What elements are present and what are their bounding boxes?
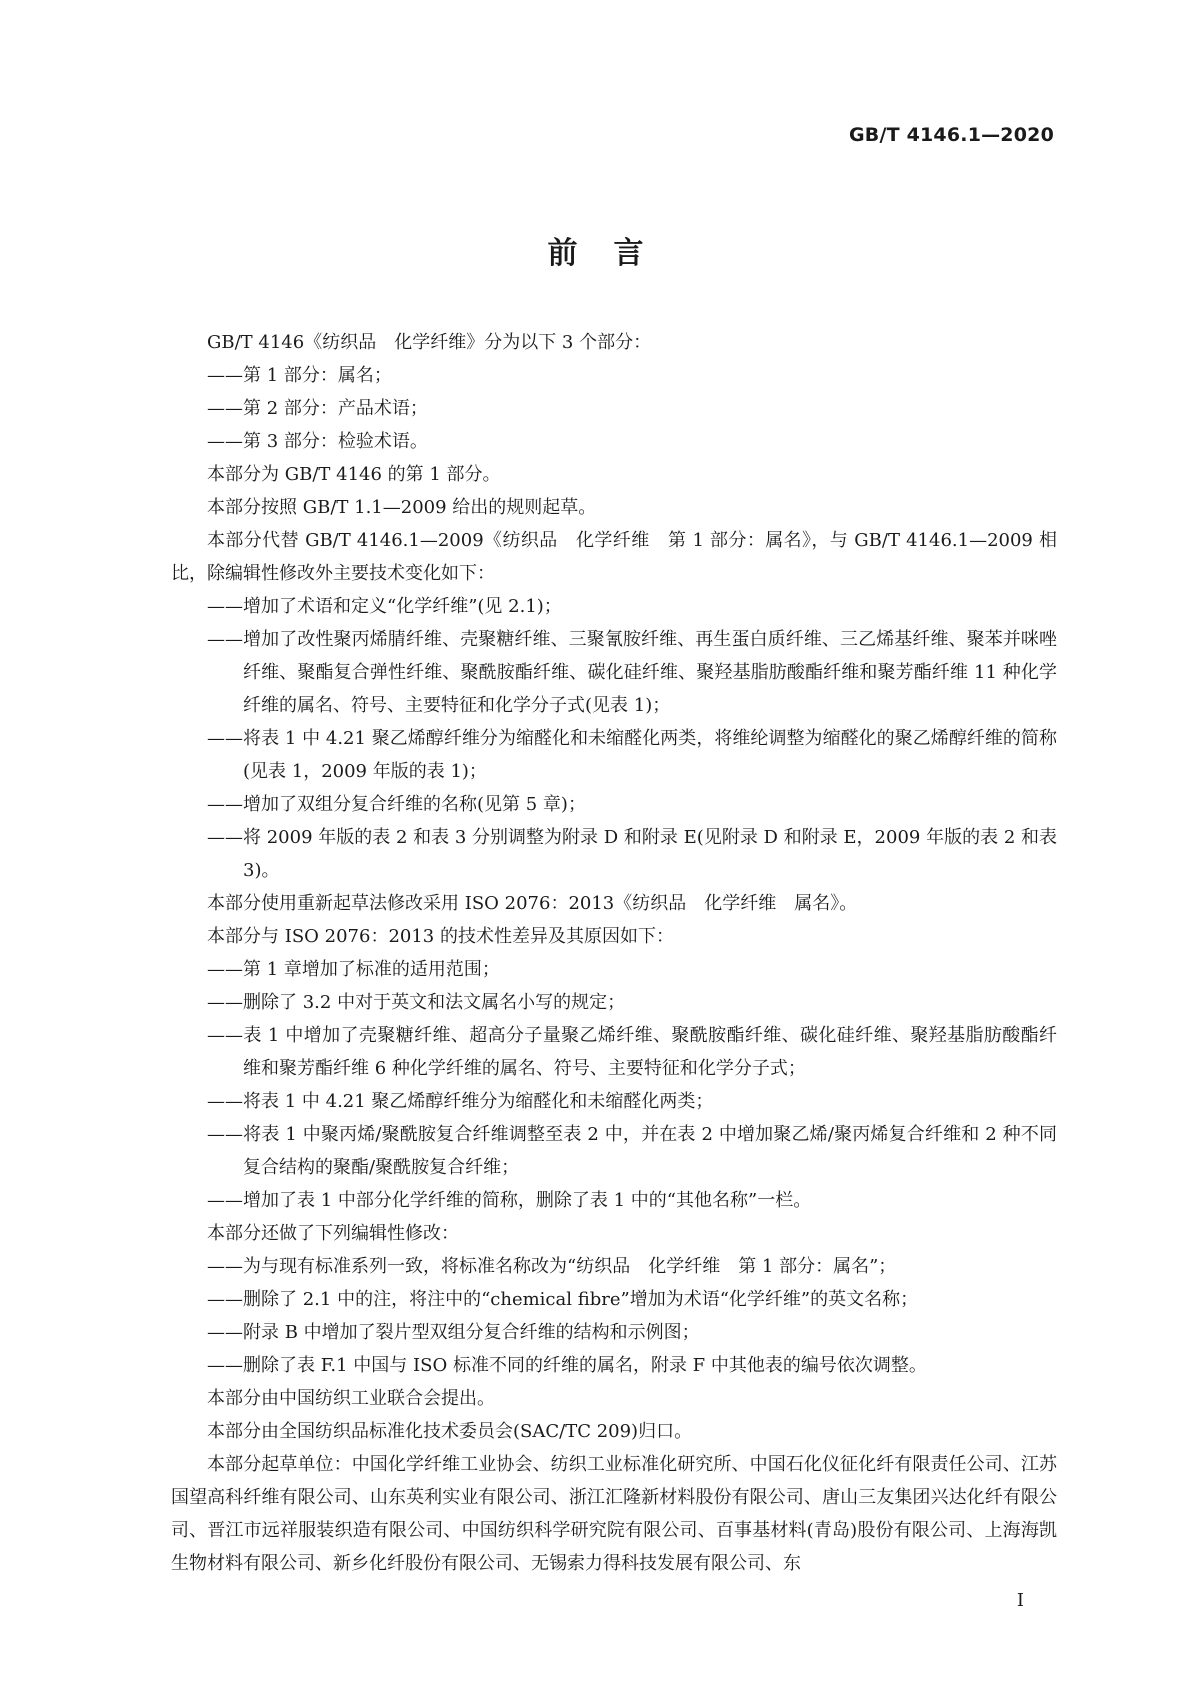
list-item: ——将表 1 中 4.21 聚乙烯醇纤维分为缩醛化和未缩醛化两类，将维纶调整为缩醛化的聚乙烯醇纤维的简称(见表 1，2009 年版的表 1)； bbox=[207, 728, 1057, 782]
list-item: ——第 1 章增加了标准的适用范围； bbox=[207, 959, 500, 980]
list-item: ——增加了表 1 中部分化学纤维的简称，删除了表 1 中的“其他名称”一栏。 bbox=[207, 1190, 812, 1211]
paragraph: 本部分由全国纺织品标准化技术委员会(SAC/TC 209)归口。 bbox=[207, 1421, 693, 1442]
list-item: ——表 1 中增加了壳聚糖纤维、超高分子量聚乙烯纤维、聚酰胺酯纤维、碳化硅纤维、聚羟基脂肪酸酯纤维和聚芳酯纤维 6 种化学纤维的属名、符号、主要特征和化学分子式； bbox=[207, 1025, 1057, 1079]
list-item: ——删除了表 F.1 中国与 ISO 标准不同的纤维的属名，附录 F 中其他表的编号依次调整。 bbox=[207, 1355, 927, 1376]
paragraph: 本部分代替 GB/T 4146.1—2009《纺织品 化学纤维 第 1 部分：属名》，与 GB/T 4146.1—2009 相比，除编辑性修改外主要技术变化如下： bbox=[171, 530, 1057, 584]
list-item: ——第 2 部分：产品术语； bbox=[207, 398, 428, 419]
list-item: ——将表 1 中 4.21 聚乙烯醇纤维分为缩醛化和未缩醛化两类； bbox=[207, 1091, 714, 1112]
paragraph: GB/T 4146《纺织品 化学纤维》分为以下 3 个部分： bbox=[207, 332, 652, 353]
document-body bbox=[171, 326, 1057, 1580]
paragraph: 本部分使用重新起草法修改采用 ISO 2076：2013《纺织品 化学纤维 属名》。 bbox=[207, 893, 858, 914]
list-item: ——第 1 部分：属名； bbox=[207, 365, 392, 386]
paragraph: 本部分起草单位：中国化学纤维工业协会、纺织工业标准化研究所、中国石化仪征化纤有限责任公司、江苏国望高科纤维有限公司、山东英利实业有限公司、浙江汇隆新材料股份有限公司、唐山三友集团兴达化纤有限公司、晋江市远祥服装织造有限公司、中国纺织科学研究院有限公司、百事基材料(青岛)股份有限公司、上海海凯生物材料有限公司、新乡化纤股份有限公司、无锡索力得科技发展有限公司、东 bbox=[171, 1454, 1057, 1574]
paragraph: 本部分为 GB/T 4146 的第 1 部分。 bbox=[207, 464, 501, 485]
list-item: ——增加了双组分复合纤维的名称(见第 5 章)； bbox=[207, 794, 586, 815]
paragraph: 本部分由中国纺织工业联合会提出。 bbox=[207, 1388, 495, 1409]
page-title: 前言 bbox=[547, 236, 680, 271]
list-item: ——附录 B 中增加了裂片型双组分复合纤维的结构和示例图； bbox=[207, 1322, 700, 1343]
list-item: ——删除了 2.1 中的注，将注中的“chemical fibre”增加为术语“化学纤维”的英文名称； bbox=[207, 1289, 919, 1310]
paragraph: 本部分与 ISO 2076：2013 的技术性差异及其原因如下： bbox=[207, 926, 674, 947]
list-item: ——增加了术语和定义“化学纤维”(见 2.1)； bbox=[207, 596, 562, 617]
list-item: ——第 3 部分：检验术语。 bbox=[207, 431, 428, 452]
list-item: ——为与现有标准系列一致，将标准名称改为“纺织品 化学纤维 第 1 部分：属名”； bbox=[207, 1256, 897, 1277]
list-item: ——将 2009 年版的表 2 和表 3 分别调整为附录 D 和附录 E(见附录 D 和附录 E，2009 年版的表 2 和表 3)。 bbox=[207, 827, 1057, 881]
page-number: I bbox=[1016, 1590, 1024, 1611]
paragraph: 本部分还做了下列编辑性修改： bbox=[207, 1223, 459, 1244]
standard-number: GB/T 4146.1—2020 bbox=[849, 124, 1054, 146]
list-item: ——删除了 3.2 中对于英文和法文属名小写的规定； bbox=[207, 992, 626, 1013]
list-item: ——增加了改性聚丙烯腈纤维、壳聚糖纤维、三聚氰胺纤维、再生蛋白质纤维、三乙烯基纤维、聚苯并咪唑纤维、聚酯复合弹性纤维、聚酰胺酯纤维、碳化硅纤维、聚羟基脂肪酸酯纤维和聚芳酯纤维 11 种化学纤维的属名、符号、主要特征和化学分子式(见表 1)； bbox=[207, 629, 1057, 716]
paragraph: 本部分按照 GB/T 1.1—2009 给出的规则起草。 bbox=[207, 497, 597, 518]
list-item: ——将表 1 中聚丙烯/聚酰胺复合纤维调整至表 2 中，并在表 2 中增加聚乙烯/聚丙烯复合纤维和 2 种不同复合结构的聚酯/聚酰胺复合纤维； bbox=[207, 1124, 1057, 1178]
